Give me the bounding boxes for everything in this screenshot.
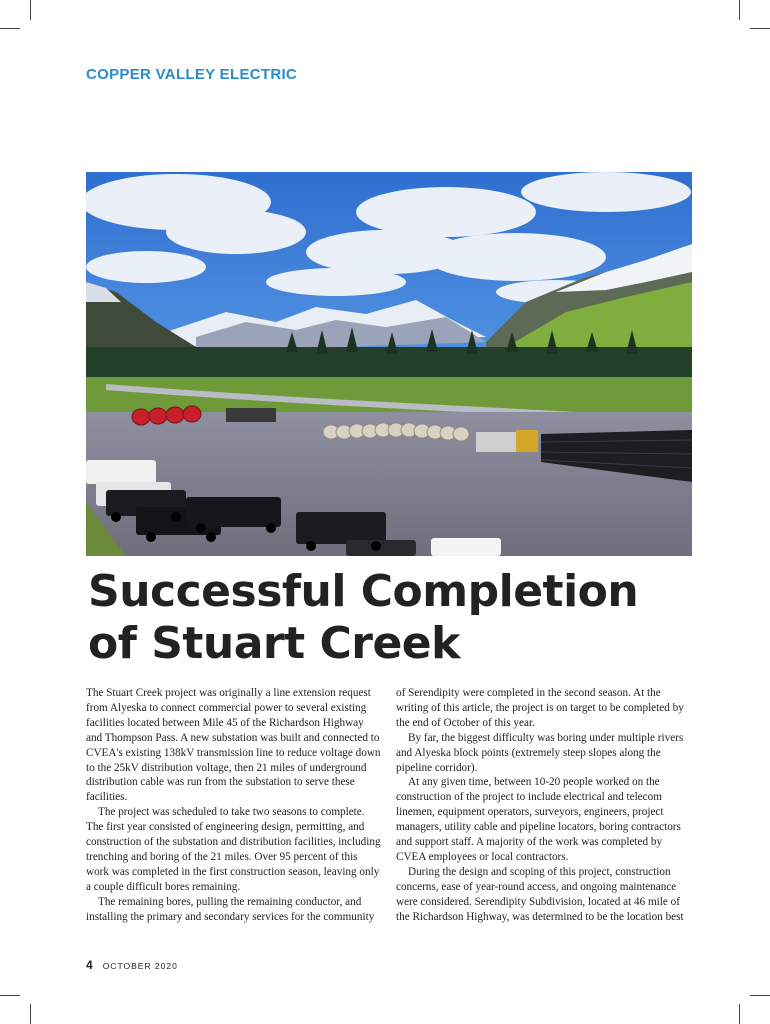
crop-mark bbox=[739, 0, 740, 20]
article-column-right bbox=[396, 686, 692, 925]
paragraph: The project was scheduled to take two seasons to complete. The first year consisted of engineering design, permitting, and construction of the substation and distribution facilities, including trenching and boring of the 21 miles. Over 95 percent of this work was completed in the first construction season, leaving only a couple difficult bores remaining. bbox=[86, 806, 381, 893]
paragraph: of Serendipity were completed in the second season. At the writing of this article, the project is on target to be completed by the end of October of this year. bbox=[396, 687, 684, 729]
headline-line-1: Successful Completion bbox=[88, 566, 639, 617]
crop-mark bbox=[0, 28, 20, 29]
crop-mark bbox=[0, 995, 20, 996]
crop-mark bbox=[739, 1004, 740, 1024]
page-footer bbox=[86, 958, 178, 972]
paragraph: At any given time, between 10-20 people worked on the construction of the project to include electrical and telecom linemen, equipment operators, surveyors, engineers, project managers, utility cable and pipeline locators, boring contractors and support staff. A majority of the work was completed by CVEA employees or local contractors. bbox=[396, 776, 681, 863]
headline-line-2: of Stuart Creek bbox=[88, 618, 460, 669]
hero-photo bbox=[86, 172, 692, 556]
paragraph: During the design and scoping of this project, construction concerns, ease of year-round access, and ongoing maintenance were considered. Serendipity Subdivision, located at 46 mile of the Richardson Highway, was determined to be the location best bbox=[396, 865, 684, 923]
crop-mark bbox=[30, 0, 31, 20]
paragraph: By far, the biggest difficulty was boring under multiple rivers and Alyeska block points (extremely steep slopes along the pipeline corridor). bbox=[396, 731, 684, 774]
article-column-left bbox=[86, 686, 382, 925]
page-number: 4 bbox=[86, 958, 93, 972]
paragraph: The remaining bores, pulling the remaining conductor, and installing the primary and secondary services for the community bbox=[86, 895, 375, 923]
crop-mark bbox=[750, 995, 770, 996]
article-headline bbox=[88, 566, 728, 670]
paragraph: The Stuart Creek project was originally a line extension request from Alyeska to connect commercial power to several existing facilities located between Mile 45 of the Richardson Highway and Thompson Pass. A new substation was built and connected to CVEA's existing 138kV transmission line to reduce voltage down to the 25kV distribution voltage, then 21 miles of underground distribution cable was run from the substation to serve these facilities. bbox=[86, 687, 381, 804]
section-title: COPPER VALLEY ELECTRIC bbox=[86, 66, 298, 83]
crop-mark bbox=[750, 28, 770, 29]
crop-mark bbox=[30, 1004, 31, 1024]
issue-date: OCTOBER 2020 bbox=[102, 961, 178, 971]
